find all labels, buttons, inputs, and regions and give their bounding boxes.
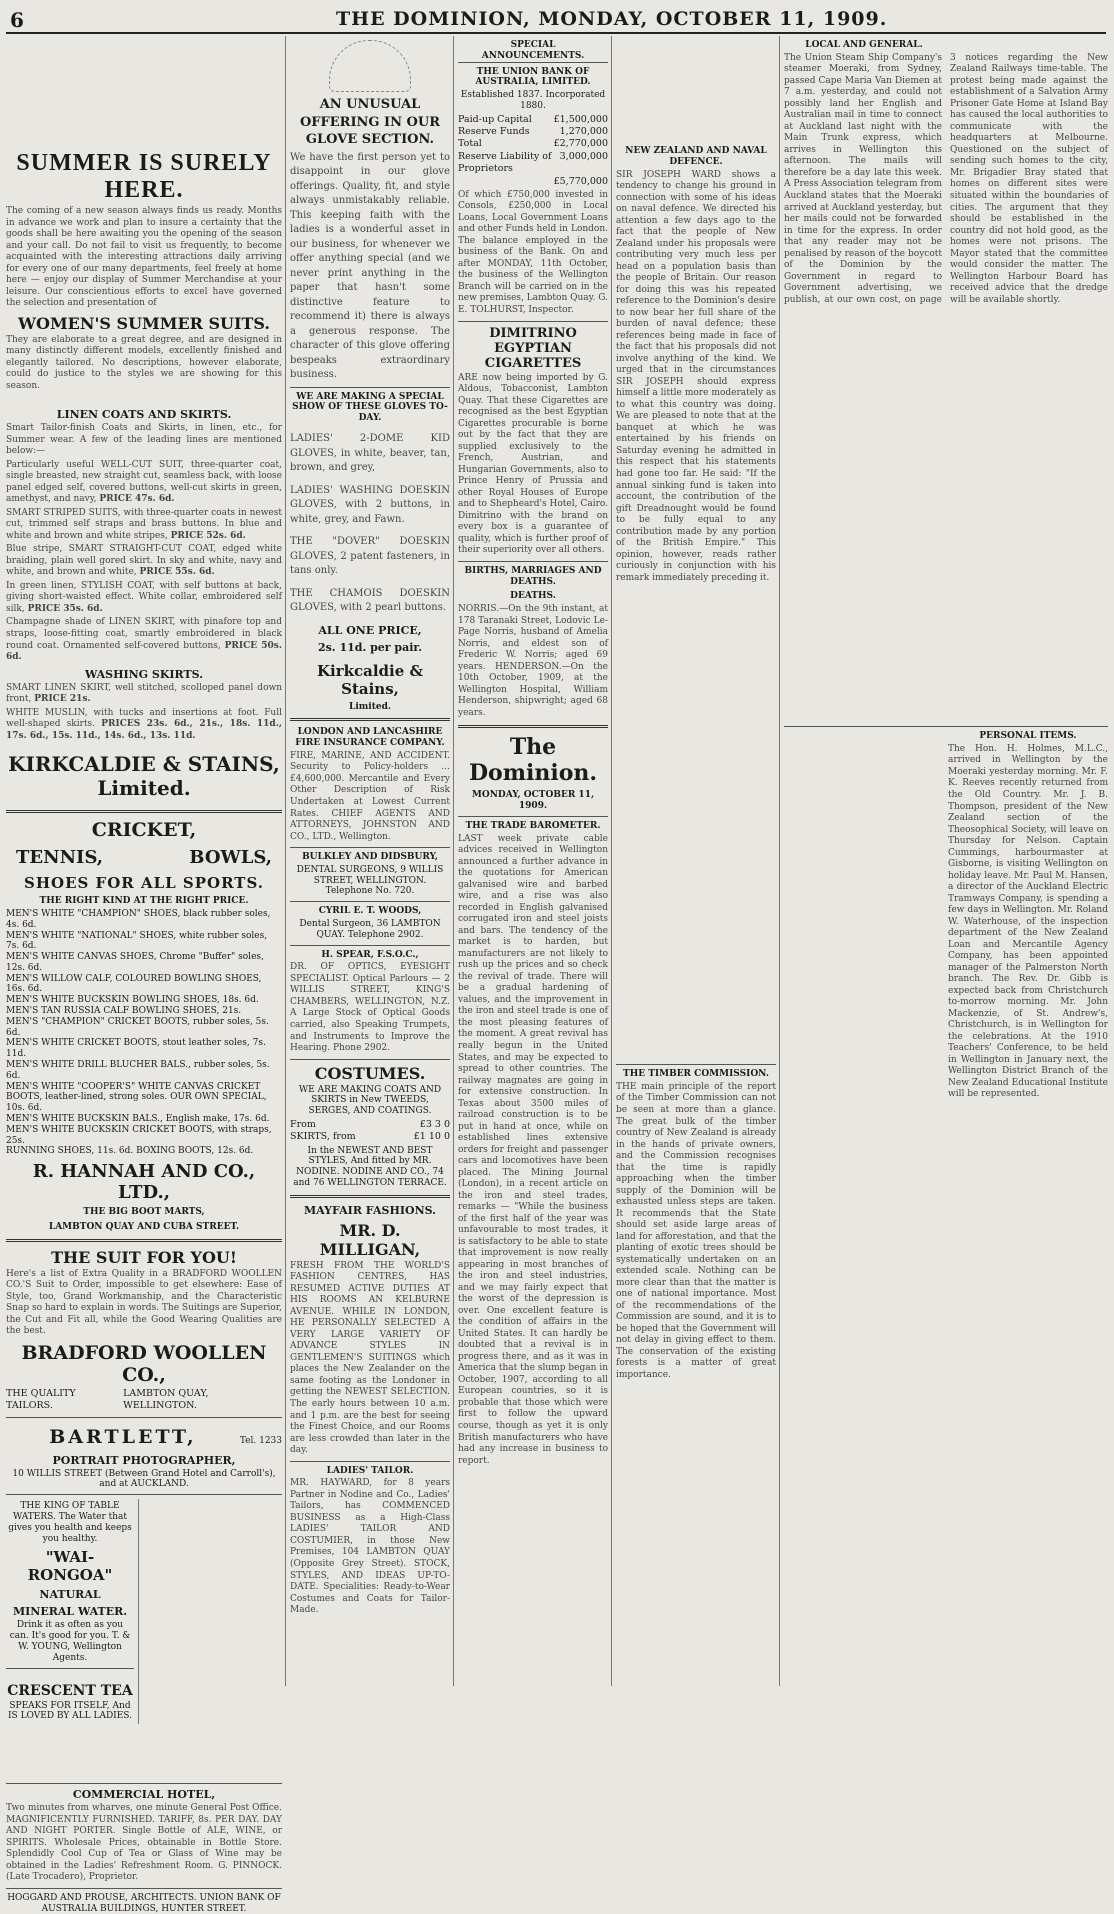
woods-heading: CYRIL E. T. WOODS,: [318, 906, 422, 917]
shoe-list-item: MEN'S WHITE BUCKSKIN BALS., English make, 17s. 6d.: [6, 1114, 270, 1125]
personal-body: The Hon. H. Holmes, M.L.C., arrived in Wellington by the Moeraki yesterday morning. Mr. F. K. Reeves recently returned from the Old Country. Mr. J. B. Thompson, president of the New Zealand section of the Theosophical Society, will leave on Thursday for Nelson. Captain Cummings, harbourmaster at Gisborne, is visiting Wellington on holiday leave. Mr. Paul M. Hansen, a director of the Auckland Electric Tramways Company, is spending a few days in Wellington. Mr. Roland W. Waterhouse, of the inspection department of the New Zealand Loan and Mercantile Agency Company, has been appointed manager of the Palmerston North branch. The Rev. Dr. Gibb is expected back from Christchurch to-morrow morning. Mr. John Mackenzie, of St. Andrew's, Christchurch, is in Wellington for the celebrations. At the 1910 Teachers' Conference, to be held in Wellington in January next, the Wellington District Branch of the New Zealand Educational Institute will be represented.: [948, 743, 1108, 1100]
shoe-list-item: MEN'S WHITE "NATIONAL" SHOES, white rubber soles, 7s. 6d.: [6, 930, 268, 952]
divider: [6, 1417, 282, 1418]
page-number: 6: [10, 8, 24, 32]
woods-body: Dental Surgeon, 36 LAMBTON QUAY. Telephone 2902.: [299, 919, 441, 940]
shoe-list-item: MEN'S WHITE "COOPER'S" WHITE CANVAS CRICKET BOOTS, leather-lined, strong soles. OUR OWN SPECIAL, 10s. 6d.: [6, 1081, 267, 1114]
hannah-sub: THE BIG BOOT MARTS,: [83, 1207, 205, 1218]
divider: [6, 1239, 282, 1242]
bartlett-address: 10 WILLIS STREET (Between Grand Hotel and Carroll's), and at AUCKLAND.: [12, 1468, 276, 1490]
bulkley-heading: BULKLEY AND DIDSBURY,: [302, 852, 438, 863]
costumes-tail: In the NEWEST AND BEST STYLES, And fitted by MR. NODINE. NODINE AND CO., 74 and 76 WELLINGTON TERRACE.: [293, 1145, 447, 1189]
personal-heading: PERSONAL ITEMS.: [979, 731, 1077, 742]
tennis-heading: TENNIS,: [16, 847, 104, 869]
divider: [616, 1064, 776, 1065]
dimitrino-body: ARE now being imported by G. Aldous, Tobacconist, Lambton Quay. That these Cigarettes are recognised as the best Egyptian Cigarettes procurable is borne out by the fact that they are supplied exclusively to the French, Austrian, and Hungarian Governments, also to Prince Henry of Prussia and other Royal Houses of Europe and to Shepheard's Hotel, Cairo. Dimitrino with the brand on every box is a guarantee of quality, which is further proof of their superiority over all others.: [458, 372, 608, 556]
divider: [6, 1494, 282, 1495]
divider: [290, 1059, 450, 1060]
glove-item: THE CHAMOIS DOESKIN GLOVES, with 2 pearl buttons.: [290, 587, 450, 614]
washing-item: WHITE MUSLIN, with tucks and insertions at foot. Full well-shaped skirts. PRICES 23s. 6d., 21s., 18s. 11d., 17s. 6d., 15s. 11d., 14s. 6d., 13s. 11d.: [6, 707, 282, 741]
price-value: 2s. 11d. per pair.: [317, 640, 423, 654]
shoe-list-item: MEN'S WHITE BUCKSKIN BOWLING SHOES, 18s. 6d.: [6, 995, 259, 1006]
waironga-ad: [6, 1499, 139, 1724]
divider: [784, 726, 1108, 727]
hotel-body: Two minutes from wharves, one minute General Post Office. MAGNIFICENTLY FURNISHED. TARIFF, 8s. PER DAY. DAY AND NIGHT PORTER. Single Bottle of ALE, WINE, or SPIRITS. Wholesale Prices, obtainable in Bottle Store. Splendidly Cool Cup of Tea or Glass of Wine may be obtained in the Ladies' Refreshment Room. G. PINNOCK. (Late Trocadero), Proprietor.: [6, 1803, 282, 1883]
bradford-address: LAMBTON QUAY, WELLINGTON.: [123, 1387, 209, 1412]
washing-skirts-heading: WASHING SKIRTS.: [84, 667, 204, 681]
divider: [458, 561, 608, 562]
costumes-body: WE ARE MAKING COATS AND SKIRTS in New TWEEDS, SERGES, AND COATINGS.: [298, 1084, 442, 1117]
suit-heading: THE SUIT FOR YOU!: [51, 1247, 237, 1267]
union-row: Paid-up Capital £1,500,000: [458, 113, 608, 125]
hayward-body: MR. HAYWARD, for 8 years Partner in Nodine and Co., Ladies' Tailors, has COMMENCED BUSINESS as a High-Class LADIES' TAILOR AND COSTUMIER, in those New Premises, 104 LAMBTON QUAY (Opposite Grey Street). STOCK, STYLES, AND IDEAS UP-TO-DATE. Specialities: Ready-to-Wear Costumes and Coats for Tailor-Made.: [290, 1478, 450, 1616]
union-row: Total £2,770,000: [458, 138, 608, 150]
divider: [458, 816, 608, 817]
column-glove-ads: [290, 36, 450, 1686]
column-announcements: [458, 36, 608, 1686]
summer-body: The coming of a new season always finds us ready. Months in advance we work and plan to insure a certainty that the goods shall be here awaiting you the opening of the season and your call. Do not fail to visit us frequently, to become acquainted with the interesting attractions daily arriving for every one of our many departments, feel freely at home here — enjoy our display of Summer Merchandise at your leisure. Our conscientious efforts to excel have governed the selection and presentation of: [6, 206, 282, 309]
bulkley-body: DENTAL SURGEONS, 9 WILLIS STREET, WELLINGTON. Telephone No. 720.: [296, 864, 444, 897]
placeholder-right: [142, 1499, 282, 1779]
hotel-heading: COMMERCIAL HOTEL,: [72, 1788, 216, 1802]
sports-shoes-ad: [6, 819, 282, 1233]
divider: [6, 1668, 134, 1669]
hannah-address: LAMBTON QUAY AND CUBA STREET.: [48, 1222, 240, 1233]
divider: [458, 725, 608, 728]
divider: [290, 945, 450, 946]
divider: [290, 901, 450, 902]
washing-item: SMART LINEN SKIRT, well stitched, scolloped panel down front, PRICE 21s.: [6, 682, 282, 705]
deaths-body: NORRIS.—On the 9th instant, at 178 Taranaki Street, Lodovic Le-Page Norris, husband of Amelia Norris, and eldest son of Frederic W. Norris; aged 69 years. HENDERSON.—On the 10th October, 1909, at the Wellington Hospital, William Henderson, shipwright; aged 68 years.: [458, 604, 608, 718]
divider: [458, 321, 608, 322]
bradford-heading: BRADFORD WOOLLEN CO.,: [21, 1341, 267, 1386]
waironga-heading: "WAI-RONGOA": [27, 1548, 113, 1585]
shoe-list-item: MEN'S WHITE BUCKSKIN CRICKET BOOTS, with straps, 25s.: [6, 1124, 272, 1146]
kirkcaldie-signature: KIRKCALDIE & STAINS, Limited.: [8, 752, 280, 801]
masthead-title: THE DOMINION, MONDAY, OCTOBER 11, 1909.: [336, 8, 888, 30]
local-heading: LOCAL AND GENERAL.: [805, 40, 923, 50]
spear-heading: H. SPEAR, F.S.O.C.,: [321, 949, 419, 960]
dominion-date: MONDAY, OCTOBER 11, 1909.: [471, 790, 595, 812]
shoe-list-item: MEN'S WHITE CANVAS SHOES, Chrome "Buffer" soles, 12s. 6d.: [6, 952, 264, 973]
union-heading: THE UNION BANK OF AUSTRALIA, LIMITED.: [475, 66, 591, 88]
local-body: The Union Steam Ship Company's steamer Moeraki, from Sydney, passed Cape Maria Van Diemen at 7 a.m. yesterday, and could not possibly land her English and Australian mail in time to connect at Auckland last night with the Main Trunk express, which arrives in Wellington this afternoon. The mails will therefore be a day late this week. A Press Association telegram from Auckland states that the Moeraki arrived at Auckland yesterday, but her mails could not be forwarded in time for the express. In order that any reader may not be penalised by reason of the boycott of the Dominion by the Government in regard to Government advertising, we publish, at our own cost, on page 3 notices regarding the New Zealand Railways time-table. The protest being made against the establishment of a Salvation Army Prisoner Gate Home at Island Bay has caused the local authorities to communicate with the headquarters at Melbourne. Questioned on the subject of sending such homes to the city, Mr. Brigadier Bray stated that homes on different sites were situated within the boundaries of cities. The argument that they should be established in the country did not hold good, as the homes were not prisons. The Mayor stated that the committee would consider the matter. The Wellington Harbour Board has received advice that the dredge will be available shortly.: [784, 52, 1108, 305]
milligan-heading: MR. D. MILLIGAN,: [319, 1220, 421, 1259]
divider: [290, 847, 450, 848]
shoes-heading: SHOES FOR ALL SPORTS.: [24, 874, 264, 893]
natural-heading: NATURAL: [39, 1588, 101, 1602]
bradford-footer: [6, 1388, 282, 1413]
column-editorial: [616, 36, 776, 1686]
shoes-subheading: THE RIGHT KIND AT THE RIGHT PRICE.: [39, 896, 249, 907]
divider: [290, 1195, 450, 1198]
shoe-list-item: MEN'S WHITE DRILL BLUCHER BALS., rubber soles, 5s. 6d.: [6, 1060, 270, 1081]
special-heading: SPECIAL ANNOUNCEMENTS.: [458, 40, 608, 63]
waironga-body: Drink it as often as you can. It's good for you. T. & W. YOUNG, Wellington Agents.: [9, 1620, 131, 1663]
linen-intro: Smart Tailor-finish Coats and Skirts, in linen, etc., for Summer wear. A few of the leading lines are mentioned below:—: [6, 423, 282, 457]
glove-item: THE "DOVER" DOESKIN GLOVES, 2 patent fasteners, in tans only.: [290, 536, 450, 577]
column-local-news: [784, 36, 1108, 1686]
shoe-list-item: MEN'S WILLOW CALF, COLOURED BOWLING SHOES, 16s. 6d.: [6, 973, 262, 995]
divider: [6, 1888, 282, 1889]
barometer-body: LAST week private cable advices received in Wellington announced a further advance in the quotations for American galvanised wire and barbed wire, and a rise was also recorded in English galvanised corrugated iron and steel joists and bars. The tendency of the market is to harden, but manufacturers are not likely to rush up the prices and so check the revival of trade. There will be a gradual hardening of values, and the improvement in the iron and steel trade is one of the most pleasing features of the moment. A great revival has really begun in the United States, and may be expected to spread to other countries. The railway magnates are going in for extensive construction. In Texas about 3500 miles of railroad construction is to be put in hand at once, while on established lines extensive orders for freight and passenger cars and locomotives have been placed. The Mining Journal (London), in a recent article on the iron and steel trades, remarks — "While the business of the first half of the year was unfavourable to most trades, it is satisfactory to be able to state that improvement is now really appearing in most branches of the iron and steel industries, and we may fairly expect that the worst of the depression is over. One excellent feature is the condition of affairs in the United States. It can hardly be doubted that a revival is in progress there, and as it was in America that the slump began in October, 1907, according to all European countries, so it is probable that those which were first to follow the upward course, though as yet it is only British manufacturers who have had any increase in business to report.: [458, 833, 608, 1466]
column-ladies-ads: [6, 36, 282, 1914]
bradford-sub: THE QUALITY TAILORS.: [6, 1387, 76, 1412]
nz-defence-body: SIR JOSEPH WARD shows a tendency to change his ground in connection with some of his ideas on naval defence. We directed his attention a few days ago to the fact that the people of New Zealand under his proposals were contributing very much less per head on a population basis than the people of Britain. Our reason for doing this was his repeated reference to the Dominion's desire to now bear her full share of the burden of naval defence; these references being made in face of the fact that his proposals did not involve anything of the kind. We urged that in the circumstances SIR JOSEPH should express himself a little more moderately as to what this country was doing. We are pleased to note that at the banquet at which he was entertained by his friends on Saturday evening he admitted in this respect that his statements had gone too far. He said: "If the annual sinking fund is taken into account, the contribution of the gift Dreadnought would be found to be fully equal to any contribution made by any portion of the British Empire." This opinion, however, reads rather curiously in conjunction with his remark immediately preceding it.: [616, 169, 776, 583]
glove-item: LADIES' 2-DOME KID GLOVES, in white, beaver, tan, brown, and grey,: [290, 433, 450, 474]
bartlett-heading: BARTLETT,: [49, 1425, 197, 1448]
linen-item: Champagne shade of LINEN SKIRT, with pinafore top and straps, loose-fitting coat, smartly embroidered in black round coat. Ornamented self-covered buttons, PRICE 50s. 6d.: [6, 617, 282, 663]
bartlett-telephone: Tel. 1233: [239, 1435, 282, 1446]
summer-heading: SUMMER IS SURELY HERE.: [16, 150, 272, 203]
crescent-heading: CRESCENT TEA: [7, 1682, 133, 1699]
kirkcaldie-limited: Limited.: [349, 701, 391, 712]
divider: [6, 810, 282, 813]
union-row: £5,770,000: [553, 175, 608, 187]
dominion-nameplate: The Dominion.: [468, 734, 598, 787]
mineral-heading: MINERAL WATER.: [12, 1605, 128, 1619]
divider: [290, 1461, 450, 1462]
deaths-heading: DEATHS.: [510, 591, 556, 602]
ornament-image: [329, 40, 411, 92]
london-heading: LONDON AND LANCASHIRE FIRE INSURANCE COMPANY.: [295, 727, 445, 749]
ladies-tailor-heading: LADIES' TAILOR.: [326, 1465, 414, 1476]
union-row: Reserve Liability of Proprietors 3,000,000: [458, 150, 608, 175]
barometer-heading: THE TRADE BAROMETER.: [465, 820, 601, 831]
bartlett-sub: PORTRAIT PHOTOGRAPHER,: [52, 1453, 236, 1467]
column-rule: [285, 36, 286, 1686]
cricket-heading: CRICKET,: [91, 819, 197, 842]
hoggard-ad: HOGGARD AND PROUSE, ARCHITECTS. UNION BANK OF AUSTRALIA BUILDINGS, HUNTER STREET.: [7, 1892, 281, 1914]
shoe-list-item: RUNNING SHOES, 11s. 6d. BOXING BOOTS, 12s. 6d.: [6, 1146, 254, 1157]
hannah-heading: R. HANNAH AND CO., LTD.,: [32, 1161, 256, 1204]
milligan-body: FRESH FROM THE WORLD'S FASHION CENTRES, HAS RESUMED ACTIVE DUTIES AT HIS ROOMS AN KELBURNE AVENUE. WHILE IN LONDON, HE PERSONALLY SELECTED A VERY LARGE VARIETY OF ADVANCE STYLES IN GENTLEMEN'S SUITINGS which places the New Zealander on the same footing as the Londoner in getting the NEWEST SELECTION. The early hours between 10 a.m. and 1 p.m. are the best for seeing the Finest Choice, and our Rooms are less crowded than later in the day.: [290, 1260, 450, 1456]
glove-item: LADIES' WASHING DOESKIN GLOVES, with 2 buttons, in white, grey, and Fawn.: [290, 484, 450, 525]
births-heading: BIRTHS, MARRIAGES AND DEATHS.: [464, 565, 602, 587]
timber-body: THE main principle of the report of the Timber Commission can not be seen at more than a glance. The great bulk of the timber country of New Zealand is already in the hands of private owners, and the Commission recognises that the time is rapidly approaching when the timber supply of the Dominion will be exhausted unless steps are taken. It recommends that the State should set aside large areas of land for afforestation, and that the planting of exotic trees should be systematically undertaken on an extended scale. Nothing can be more clear than that the matter is one of national importance. Most of the recommendations of the Commission are sound, and it is to be hoped that the Government will not delay in giving effect to them. The conservation of the existing forests is a matter of great importance.: [616, 1081, 776, 1380]
costume-price-row: SKIRTS, from £1 10 0: [290, 1131, 450, 1143]
divider: [6, 1783, 282, 1784]
shoe-list-item: MEN'S WHITE CRICKET BOOTS, stout leather soles, 7s. 11d.: [6, 1038, 266, 1060]
divider: [290, 718, 450, 721]
womens-suits-body: They are elaborate to a great degree, and are designed in many distinctly different models, excellently finished and elegantly tailored. No descriptions, however elaborate, could do justice to the styles we are showing for this season.: [6, 334, 282, 391]
nz-defence-heading: NEW ZEALAND AND NAVAL DEFENCE.: [625, 146, 767, 167]
suit-body: Here's a list of Extra Quality in a BRADFORD WOOLLEN CO.'S Suit to Order, impossible to get elsewhere: Ease of Style, too, Grand Workmanship, and the Characteristic Snap so hard to explain in words. The Suitings are Superior, the Cut and Fit all, while the Good Wearing Qualities are the best.: [6, 1268, 282, 1337]
crescent-body: SPEAKS FOR ITSELF, And IS LOVED BY ALL LADIES.: [7, 1700, 133, 1722]
shoe-list-item: MEN'S TAN RUSSIA CALF BOWLING SHOES, 21s.: [6, 1006, 242, 1017]
womens-suits-heading: WOMEN'S SUMMER SUITS.: [18, 313, 270, 333]
linen-item: In green linen, STYLISH COAT, with self buttons at back, giving short-waisted effect. White collar, embroidered self silk, PRICE 35s. 6d.: [6, 580, 282, 614]
making-heading: WE ARE MAKING A SPECIAL SHOW OF THESE GLOVES TO-DAY.: [292, 391, 448, 424]
unusual-heading: AN UNUSUAL OFFERING IN OUR GLOVE SECTION.: [299, 97, 441, 148]
shoe-list-item: MEN'S WHITE "CHAMPION" SHOES, black rubber soles, 4s. 6d.: [6, 908, 271, 930]
masthead: [6, 4, 1106, 34]
waironga-intro: THE KING OF TABLE WATERS. The Water that gives you health and keeps you healthy.: [8, 1501, 132, 1544]
price-heading: ALL ONE PRICE,: [318, 623, 422, 637]
union-established: Established 1837. Incorporated 1880.: [460, 90, 606, 111]
costumes-heading: COSTUMES.: [314, 1063, 426, 1083]
union-row: Reserve Funds 1,270,000: [458, 126, 608, 138]
unusual-body: We have the first person yet to disappoint in our glove offerings. Quality, fit, and style always unmistakably reliable. This keeping faith with the ladies is a wonderful asset in our business, for whenever we offer anything special (and we never print anything in the paper that hasn't some distinctive feature to recommend it) there is always a generous response. The character of this glove offering bespeaks extraordinary business.: [290, 151, 450, 381]
linen-item: Blue stripe, SMART STRAIGHT-CUT COAT, edged white braiding, plain well gored skirt. In sky and white, navy and white, and brown and white, PRICE 55s. 6d.: [6, 544, 282, 578]
spear-body: DR. OF OPTICS, EYESIGHT SPECIALIST. Optical Parlours — 2 WILLIS STREET, KING'S CHAMBERS, WELLINGTON, N.Z. A Large Stock of Optical Goods carried, also Speaking Trumpets, and Instruments to Improve the Hearing. Phone 2902.: [290, 962, 450, 1054]
linen-item: Particularly useful WELL-CUT SUIT, three-quarter coat, single breasted, new straight cut, seamless back, with loose panel edged self, covered buttons, well-cut skirts in green, amethyst, and navy, PRICE 47s. 6d.: [6, 459, 282, 505]
bowls-heading: BOWLS,: [189, 847, 272, 869]
linen-heading: LINEN COATS AND SKIRTS.: [56, 408, 232, 422]
london-body: FIRE, MARINE, AND ACCIDENT. Security to Policy-holders ... £4,600,000. Mercantile and Every Other Description of Risk Undertaken at Lowest Current Rates. CHIEF AGENTS AND ATTORNEYS, JOHNSTON AND CO., LTD., Wellington.: [290, 750, 450, 842]
column-rule: [779, 36, 780, 1686]
column-rule: [611, 36, 612, 1686]
union-body: Of which £750,000 invested in Consols, £250,000 in Local Loans, Local Government Loans and other Funds held in London. The balance employed in the business of the Bank. On and after MONDAY, 11th October, the business of the Wellington Branch will be carried on in the new premises, Lambton Quay. G. E. TOLHURST, Inspector.: [458, 189, 608, 315]
dimitrino-heading: DIMITRINO EGYPTIAN CIGARETTES: [484, 325, 582, 371]
mayfair-heading: MAYFAIR FASHIONS.: [303, 1203, 437, 1217]
column-rule: [453, 36, 454, 1686]
timber-heading: THE TIMBER COMMISSION.: [623, 1069, 769, 1080]
linen-item: SMART STRIPED SUITS, with three-quarter coats in newest cut, trimmed self straps and brass buttons. In blue and white and brown and white stripes, PRICE 52s. 6d.: [6, 507, 282, 541]
costume-price-row: From £3 3 0: [290, 1118, 450, 1130]
shoe-list-item: MEN'S "CHAMPION" CRICKET BOOTS, rubber soles, 5s. 6d.: [6, 1016, 269, 1038]
divider: [290, 387, 450, 388]
kirkcaldie-signature: Kirkcaldie & Stains,: [316, 661, 424, 698]
